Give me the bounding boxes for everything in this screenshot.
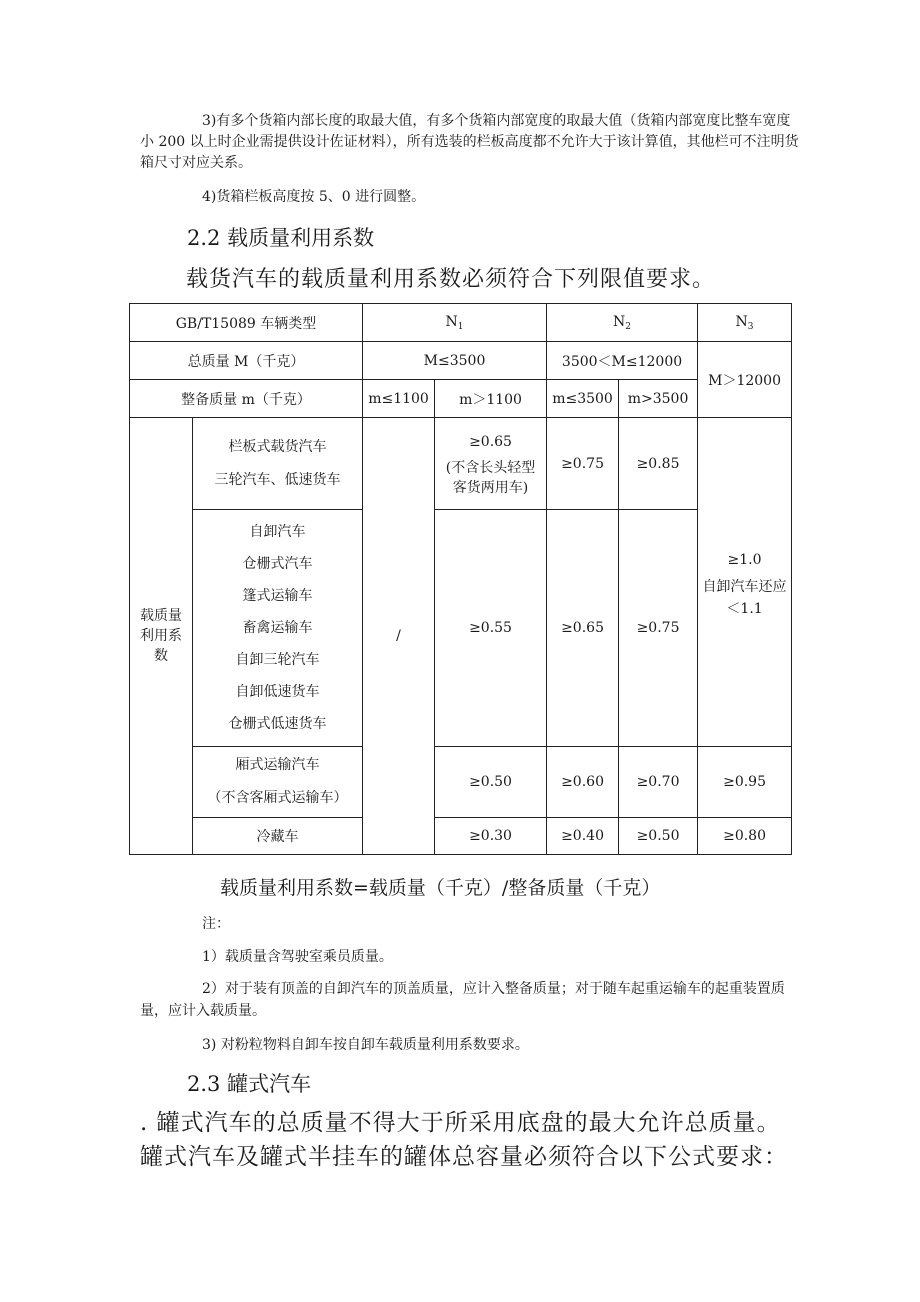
vehicle-types: 栏板式载货汽车 三轮汽车、低速货车: [193, 418, 363, 510]
note-3: 3) 对粉粒物料自卸车按自卸车载质量利用系数要求。: [202, 1037, 529, 1053]
c1-value: /: [363, 418, 435, 855]
c4-value: ≥0.85: [619, 418, 698, 510]
c4-value: ≥0.70: [619, 747, 698, 818]
vehicle-types: 厢式运输汽车 （不含客厢式运输车）: [193, 747, 363, 818]
curb-mass-c1: m≤1100: [363, 380, 435, 418]
c2-value: ≥0.55: [435, 510, 547, 747]
vehicle-type-header: GB/T15089 车辆类型: [130, 304, 363, 342]
c3-value: ≥0.40: [547, 818, 619, 855]
total-mass-n1: M≤3500: [363, 342, 547, 380]
table-row: [130, 510, 792, 747]
curb-mass-row: [130, 380, 792, 418]
c2-value: ≥0.30: [435, 818, 547, 855]
table-row: [130, 418, 792, 510]
curb-mass-c2: m＞1100: [435, 380, 547, 418]
tank-vehicle-paragraph: . 罐式汽车的总质量不得大于所采用底盘的最大允许总质量。罐式汽车及罐式半挂车的罐体总容量必须符合以下公式要求：: [140, 1110, 788, 1170]
section-intro: 载货汽车的载质量利用系数必须符合下列限值要求。: [186, 267, 716, 292]
table-row: [130, 818, 792, 855]
notes-label: 注：: [202, 916, 230, 932]
table-header-row: [130, 304, 792, 342]
paragraph-4: 4)货箱栏板高度按 5、0 进行圆整。: [202, 189, 426, 205]
n3-value: ≥1.0 自卸汽车还应＜1.1: [698, 418, 792, 747]
vehicle-types: 自卸汽车 仓栅式汽车 篷式运输车 畜禽运输车 自卸三轮汽车 自卸低速货车 仓栅式低速货车: [193, 510, 363, 747]
paragraph-3: 3)有多个货箱内部长度的取最大值，有多个货箱内部宽度的取最大值（货箱内部宽度比整车宽度小 200 以上时企业需提供设计佐证材料），所有选装的栏板高度都不允许大于该计算值，其他栏可不注明货箱尺寸对应关系。: [140, 113, 799, 171]
n3-value: ≥0.95: [698, 747, 792, 818]
row-header: 载质量利用系数: [130, 418, 193, 855]
formula: 载质量利用系数=载质量（千克）/整备质量（千克）: [220, 877, 661, 899]
c2-value: ≥0.65 (不含长头轻型客货两用车): [435, 418, 547, 510]
curb-mass-c3: m≤3500: [547, 380, 619, 418]
c3-value: ≥0.65: [547, 510, 619, 747]
section-heading-2-2: 2.2 载质量利用系数: [187, 226, 375, 250]
n3-value: ≥0.80: [698, 818, 792, 855]
vehicle-types: 冷藏车: [193, 818, 363, 855]
note-2: 2）对于装有顶盖的自卸汽车的顶盖质量，应计入整备质量；对于随车起重运输车的起重装置质量，应计入载质量。: [140, 981, 785, 1019]
curb-mass-label: 整备质量 m（千克）: [130, 380, 363, 418]
c2-value: ≥0.50: [435, 747, 547, 818]
c4-value: ≥0.50: [619, 818, 698, 855]
n3-header: $N_3$: [698, 304, 792, 342]
total-mass-n2: 3500＜M≤12000: [547, 342, 698, 380]
c3-value: ≥0.60: [547, 747, 619, 818]
curb-mass-c4: m>3500: [619, 380, 698, 418]
c4-value: ≥0.75: [619, 510, 698, 747]
total-mass-n3: M＞12000: [698, 342, 792, 418]
n2-header: $N_2$: [547, 304, 698, 342]
section-heading-2-3: 2.3 罐式汽车: [187, 1072, 312, 1096]
c3-value: ≥0.75: [547, 418, 619, 510]
total-mass-row: [130, 342, 792, 380]
n1-header: $N_1$: [363, 304, 547, 342]
note-1: 1）载质量含驾驶室乘员质量。: [202, 949, 393, 965]
table-row: [130, 747, 792, 818]
total-mass-label: 总质量 M（千克）: [130, 342, 363, 380]
utilization-coefficient-table: [129, 303, 792, 855]
